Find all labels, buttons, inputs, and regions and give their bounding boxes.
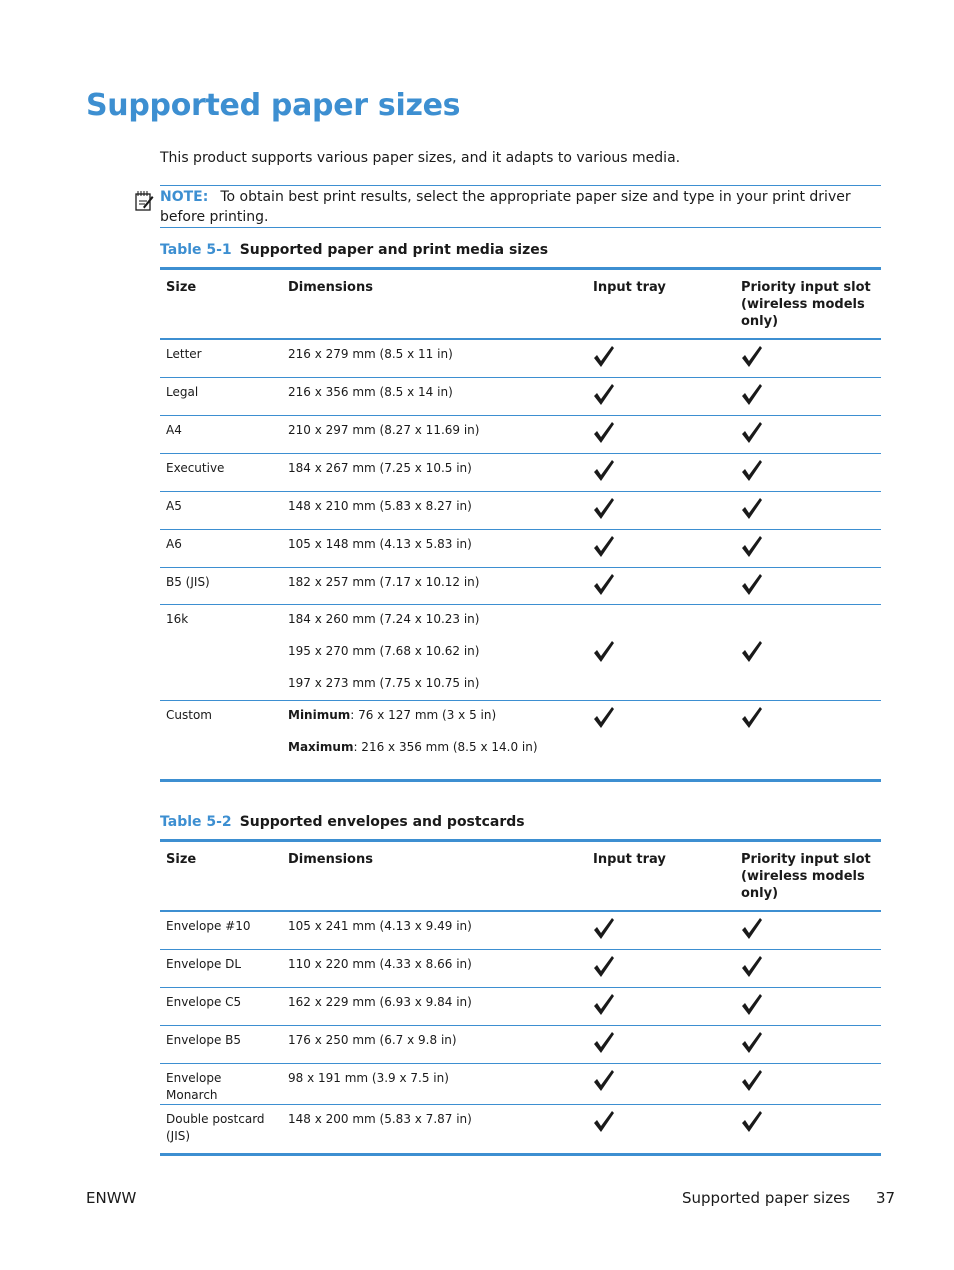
footer-doc-id: ENWW [86, 1189, 137, 1207]
cell-input-tray [587, 529, 735, 567]
note-pad-icon [134, 190, 154, 212]
dimension-value: 148 x 200 mm (5.83 x 7.87 in) [288, 1111, 472, 1126]
paper-sizes-table [160, 267, 881, 782]
cell-dimensions [282, 453, 587, 491]
checkmark-icon [741, 1069, 763, 1093]
checkmark-icon [741, 706, 763, 730]
checkmark-icon [741, 640, 763, 664]
checkmark-icon [741, 993, 763, 1017]
checkmark-icon [741, 1110, 763, 1134]
cell-size: A6 [160, 529, 282, 567]
cell-priority-slot [735, 453, 881, 491]
dimension-value: : 216 x 356 mm (8.5 x 14.0 in) [353, 739, 538, 754]
table1-number: Table 5-1 [160, 242, 232, 258]
note-text: To obtain best print results, select the appropriate paper size and type in your print driver before printing. [160, 189, 851, 225]
cell-input-tray [587, 491, 735, 529]
cell-input-tray [587, 1025, 735, 1063]
cell-priority-slot [735, 415, 881, 453]
table-row [160, 1104, 881, 1154]
cell-dimensions [282, 415, 587, 453]
header-priority-slot: Priority input slot (wireless models only) [741, 852, 871, 901]
cell-dimensions [282, 604, 587, 700]
checkmark-icon [593, 1069, 615, 1093]
cell-priority-slot [735, 491, 881, 529]
intro-paragraph: This product supports various paper sizes, and it adapts to various media. [160, 150, 681, 166]
dimension-line [288, 707, 581, 724]
cell-dimensions [282, 529, 587, 567]
table-row [160, 987, 881, 1025]
table-row [160, 377, 881, 415]
cell-priority-slot [735, 1025, 881, 1063]
dimension-value: 184 x 260 mm (7.24 x 10.23 in) [288, 611, 480, 626]
table-header-row [160, 269, 881, 340]
table1-caption [160, 242, 548, 258]
dimension-value: : 76 x 127 mm (3 x 5 in) [350, 707, 497, 722]
header-input-tray: Input tray [593, 852, 666, 867]
cell-priority-slot [735, 1063, 881, 1104]
checkmark-icon [593, 535, 615, 559]
cell-dimensions [282, 700, 587, 780]
checkmark-icon [593, 640, 615, 664]
note-box [160, 185, 881, 228]
table-row [160, 1063, 881, 1104]
cell-dimensions [282, 1025, 587, 1063]
checkmark-icon [741, 383, 763, 407]
table-row [160, 415, 881, 453]
cell-input-tray [587, 377, 735, 415]
dimension-value: 216 x 279 mm (8.5 x 11 in) [288, 347, 453, 361]
table2-number: Table 5-2 [160, 814, 232, 830]
cell-priority-slot [735, 377, 881, 415]
dimension-value: 162 x 229 mm (6.93 x 9.84 in) [288, 994, 472, 1009]
cell-priority-slot [735, 529, 881, 567]
checkmark-icon [593, 917, 615, 941]
checkmark-icon [741, 1031, 763, 1055]
checkmark-icon [741, 345, 763, 369]
dimension-value: 216 x 356 mm (8.5 x 14 in) [288, 384, 453, 399]
cell-input-tray [587, 949, 735, 987]
cell-input-tray [587, 567, 735, 604]
header-input-tray: Input tray [593, 280, 666, 295]
cell-dimensions [282, 1104, 587, 1154]
checkmark-icon [593, 1031, 615, 1055]
checkmark-icon [741, 573, 763, 597]
table2-caption [160, 814, 525, 830]
table-row [160, 339, 881, 377]
dimension-value: 210 x 297 mm (8.27 x 11.69 in) [288, 422, 480, 437]
checkmark-icon [593, 706, 615, 730]
dimension-value: 105 x 241 mm (4.13 x 9.49 in) [288, 919, 472, 933]
cell-priority-slot [735, 911, 881, 949]
cell-input-tray [587, 453, 735, 491]
dimension-value: 184 x 267 mm (7.25 x 10.5 in) [288, 460, 472, 475]
checkmark-icon [593, 1110, 615, 1134]
header-priority-slot: Priority input slot (wireless models only) [741, 280, 871, 329]
cell-input-tray [587, 1104, 735, 1154]
checkmark-icon [593, 421, 615, 445]
table1-title: Supported paper and print media sizes [239, 242, 549, 258]
cell-input-tray [587, 700, 735, 780]
table-row [160, 1025, 881, 1063]
table-row [160, 453, 881, 491]
cell-input-tray [587, 1063, 735, 1104]
cell-size: Double postcard (JIS) [160, 1104, 282, 1154]
table-row [160, 949, 881, 987]
header-dimensions: Dimensions [288, 280, 373, 295]
footer-section: Supported paper sizes [682, 1189, 851, 1207]
checkmark-icon [741, 917, 763, 941]
cell-priority-slot [735, 604, 881, 700]
cell-dimensions [282, 1063, 587, 1104]
cell-size: Legal [160, 377, 282, 415]
table-row [160, 604, 881, 700]
cell-input-tray [587, 987, 735, 1025]
cell-size: Envelope DL [160, 949, 282, 987]
dimension-value: 105 x 148 mm (4.13 x 5.83 in) [288, 536, 472, 551]
cell-size: B5 (JIS) [160, 567, 282, 604]
checkmark-icon [593, 497, 615, 521]
cell-dimensions [282, 567, 587, 604]
cell-input-tray [587, 339, 735, 377]
table2-title: Supported envelopes and postcards [239, 814, 525, 830]
table-row [160, 911, 881, 949]
cell-size: Letter [160, 339, 282, 377]
cell-priority-slot [735, 339, 881, 377]
dimension-value: 197 x 273 mm (7.75 x 10.75 in) [288, 675, 480, 690]
dimension-line [288, 739, 581, 756]
dimension-label: Maximum [288, 739, 354, 754]
cell-size: Envelope C5 [160, 987, 282, 1025]
header-size: Size [166, 852, 197, 867]
checkmark-icon [741, 497, 763, 521]
dimension-value: 98 x 191 mm (3.9 x 7.5 in) [288, 1070, 449, 1085]
cell-size: A4 [160, 415, 282, 453]
header-size: Size [166, 280, 197, 295]
dimension-value: 148 x 210 mm (5.83 x 8.27 in) [288, 498, 472, 513]
cell-size: Custom [160, 700, 282, 780]
cell-dimensions [282, 987, 587, 1025]
cell-size: Executive [160, 453, 282, 491]
page-number: 37 [876, 1189, 896, 1207]
table-header-row [160, 841, 881, 912]
table-row [160, 567, 881, 604]
checkmark-icon [741, 421, 763, 445]
cell-dimensions [282, 911, 587, 949]
checkmark-icon [741, 535, 763, 559]
dimension-value: 195 x 270 mm (7.68 x 10.62 in) [288, 643, 480, 658]
page-title: Supported paper sizes [86, 88, 461, 123]
dimension-value: 110 x 220 mm (4.33 x 8.66 in) [288, 956, 472, 971]
cell-priority-slot [735, 567, 881, 604]
table-row [160, 529, 881, 567]
cell-dimensions [282, 339, 587, 377]
cell-priority-slot [735, 949, 881, 987]
dimension-label: Minimum [288, 707, 351, 722]
checkmark-icon [593, 993, 615, 1017]
dimension-value: 182 x 257 mm (7.17 x 10.12 in) [288, 574, 480, 589]
checkmark-icon [593, 459, 615, 483]
cell-priority-slot [735, 1104, 881, 1154]
cell-input-tray [587, 604, 735, 700]
note-label: NOTE: [160, 189, 209, 205]
checkmark-icon [593, 573, 615, 597]
cell-dimensions [282, 949, 587, 987]
checkmark-icon [741, 459, 763, 483]
checkmark-icon [593, 345, 615, 369]
table-row [160, 700, 881, 780]
cell-size: Envelope Monarch [160, 1063, 282, 1104]
envelopes-table [160, 839, 881, 1156]
note-text-block [160, 187, 875, 227]
table-row [160, 491, 881, 529]
cell-size: Envelope #10 [160, 911, 282, 949]
cell-input-tray [587, 911, 735, 949]
dimension-value: 176 x 250 mm (6.7 x 9.8 in) [288, 1032, 457, 1047]
cell-dimensions [282, 491, 587, 529]
checkmark-icon [741, 955, 763, 979]
header-dimensions: Dimensions [288, 852, 373, 867]
cell-size: A5 [160, 491, 282, 529]
cell-dimensions [282, 377, 587, 415]
cell-size: 16k [160, 604, 282, 700]
checkmark-icon [593, 955, 615, 979]
cell-priority-slot [735, 700, 881, 780]
cell-input-tray [587, 415, 735, 453]
cell-priority-slot [735, 987, 881, 1025]
checkmark-icon [593, 383, 615, 407]
cell-size: Envelope B5 [160, 1025, 282, 1063]
